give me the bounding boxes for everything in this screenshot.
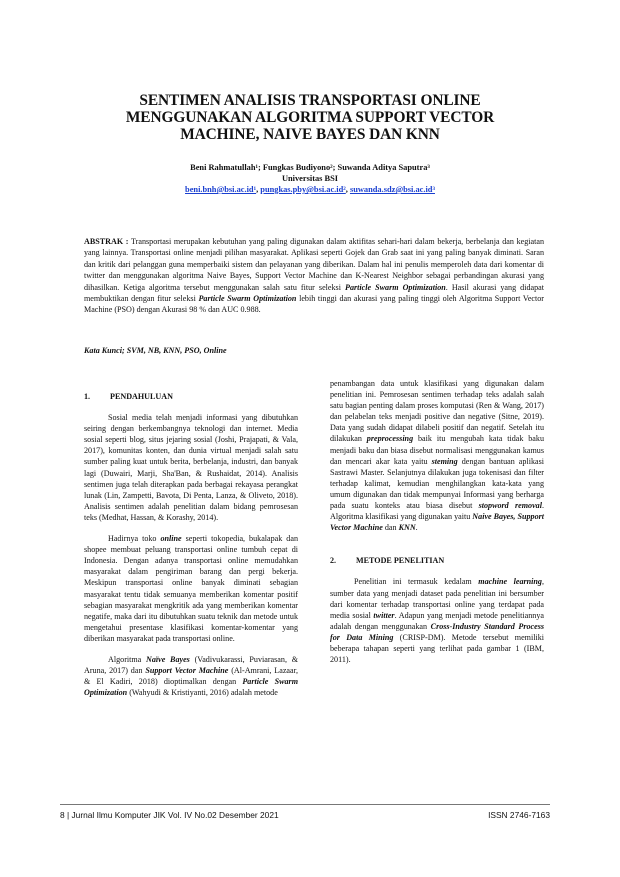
keywords: Kata Kunci; SVM, NB, KNN, PSO, Online [84,346,227,355]
abstract-label: ABSTRAK : [84,237,129,246]
author-names: Beni Rahmatullah¹; Fungkas Budiyono²; Suwanda Aditya Saputra³ [190,163,430,172]
author-block [70,162,550,195]
footer-issn: ISSN 2746-7163 [488,810,550,820]
footer-divider [60,804,550,805]
title-line: MACHINE, NAIVE BAYES DAN KNN [180,126,440,143]
abstract-italic: Particle Swarm Optimization [198,294,297,304]
author-affiliation: Universitas BSI [281,174,339,183]
section-heading: 2. METODE PENELITIAN [330,556,445,566]
abstract-text: lebih tinggi dan akurasi yang paling tinggi oleh Algoritma Support Vector Machine (PSO) dengan Akurasi 98 % dan AUC 0.988. [84,294,545,315]
section-heading: 1. PENDAHULUAN [84,392,173,401]
abstract-text: Transportasi merupakan kebutuhan yang paling digunakan dalam aktifitas sehari-hari dalam bekerja, berbelanja dan kegiatan yang lainnya. Transportasi online menjadi pilihan masyarakat. Aplikasi seperti Gojek dan Grab saat ini yang paling banyak diminati. Saran dan kritik dari pelanggan guna memperbaiki sistem dan pelayanan yang diberikan. Dalam hal ini penulis memperoleh data dari komentar di twitter dan menggunakan algoritma Naive Bayes, Support Vector Machine dan K-Nearest Neighbor sebagai perbandingan akurasi yang dihasilkan. Ketiga algoritma tersebut menggunakan salah satu fitur seleksi [84,237,544,292]
paragraph: Penelitian ini termasuk kedalam machine learning, sumber data yang menjadi dataset pada penelitian ini bersumber dari komentar terhadap transportasi online yang terdapat pada media sosial twitter. Adapun yang menjadi metode penelitiannya adalah dengan menggunakan Cross-Industry Standard Process for Data Mining (CRISP-DM). Metode tersebut memiliki beberapa tahapan seperti yang terlihat pada gambar 1 (IBM, 2011). [330,577,545,665]
paragraph: Algoritma Naïve Bayes (Vadivukarassi, Puviarasan, & Aruna, 2017) dan Support Vector Machine (Al-Amrani, Lazaar, & El Kadiri, 2018) dioptimalkan dengan Particle Swarm Optimization (Wahyudi & Kristiyanti, 2016) adalah metode [84,654,298,698]
paragraph: Sosial media telah menjadi informasi yang dibutuhkan seiring dengan berkembangnya teknologi dan internet. Media sosial seperti blog, situs jejaring sosial (Joshi, Prajapati, & Vala, 2017), komunitas konten, dan dunia virtual menjadi salah satu sumber paling kuat untuk berita, berbelanja, industri, dan banyak lagi (Duwairi, Marji, Sha'Ban, & Rushaidat, 2014). Analisis sentimen juga telah diterapkan pada berbagai rekayasa perangkat lunak (Lin, Zampetti, Bavota, Di Penta, Lanza, & Oliveto, 2018). Analisis sentimen adalah penelitian dalam bidang pemrosesan teks (Medhat, Hassan, & Korashy, 2014). [84,413,298,522]
email-link[interactable]: pungkas.pby@bsi.ac.id² [260,185,346,194]
email-link[interactable]: suwanda.sdz@bsi.ac.id³ [349,185,435,194]
author-emails: beni.bnh@bsi.ac.id¹, pungkas.pby@bsi.ac.id², suwanda.sdz@bsi.ac.id³ [185,185,435,194]
title-line: MENGGUNAKAN ALGORITMA SUPPORT VECTOR [125,109,495,126]
abstract-italic: Particle Swarm Optimization [345,282,446,292]
footer-journal: 8 | Jurnal Ilmu Komputer JIK Vol. IV No.02 Desember 2021 [60,810,279,820]
page-footer [60,810,550,820]
abstract-text: . Hasil akurasi yang didapat membuktikan dengan fitur seleksi [84,282,544,304]
paper-title [70,92,550,143]
left-column [84,391,298,698]
right-column [330,378,544,665]
paragraph: penambangan data untuk klasifikasi yang digunakan dalam penelitian ini. Pemrosesan sentimen terhadap teks adalah salah satu bagian penting dalam proses komputasi (Ren & Wang, 2017) dan pelabelan teks menjadi positive dan negative (Sitne, 2019). Data yang sudah didapat dilabeli positif dan negatif. Setelah itu dilakukan preprocessing baik itu mengubah kata tidak baku menjadi baku dan biasa disebut normalisasi menggunakan kamus dan mencari akar kata yaitu steming dengan bantuan aplikasi Sastrawi Master. Selanjutnya dilakukan juga tokenisasi dan filter terhadap kalimat, kemudian menghilangkan kata-kata yang umum digunakan dan tidak mempunyai Informasi yang berharga pada suatu konteks atau biasa disebut stopword removal. Algoritma klasifikasi yang digunakan yaitu Naive Bayes, Support Vector Machine dan KNN. [330,379,545,533]
title-line: SENTIMEN ANALISIS TRANSPORTASI ONLINE [139,92,481,109]
abstract [84,236,544,316]
email-link[interactable]: beni.bnh@bsi.ac.id¹ [185,185,257,194]
paragraph: Hadirnya toko online seperti tokopedia, bukalapak dan shopee membuat peluang transportasi online tumbuh cepat di Indonesia. Dengan adanya transportasi online memudahkan masyarakat dalam pengiriman barang dan pergi bekerja. Meskipun transportasi online banyak diminati sebagian masyarakat tentu tidak semuanya memberikan komentar positif sebagian masyarakat mengkritik ada yang memberikan komentar negatife, maka dari itu dibutuhkan suatu teknik dan metode untuk mengetahui presentase klasifikasi komentar-komentar yang diberikan masyarakat pada transportasi online. [84,534,298,643]
